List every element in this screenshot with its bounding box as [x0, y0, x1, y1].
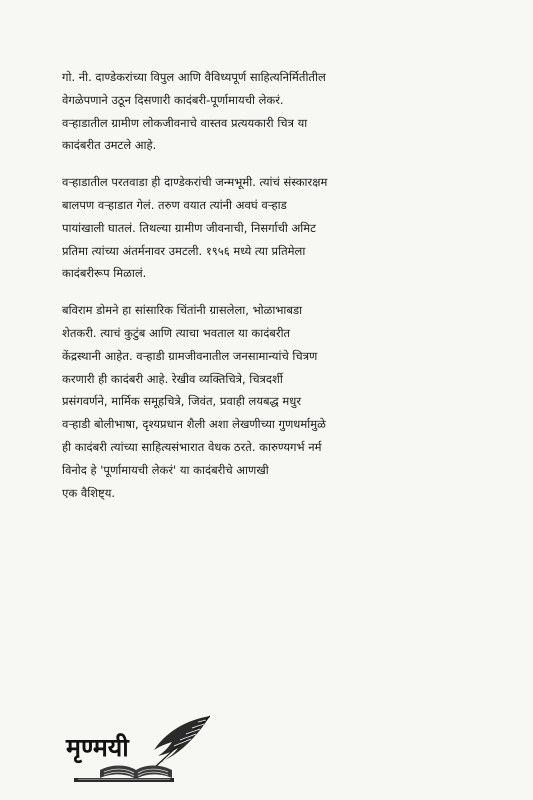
publisher-name: मृण्मयी — [66, 733, 129, 762]
blurb-paragraph-1: गो. नी. दाण्डेकरांच्या विपुल आणि वैविध्यपूर्ण साहित्यनिर्मितीतील वेगळेपणाने उठून दिसणारी कादंबरी-पूर्णामायची लेकरं. वऱ्हाडातील ग्रामीण लोकजीवनाचे वास्तव प्रत्ययकारी चित्र या कादंबरीत उमटले आहे. — [62, 70, 326, 153]
publisher-logo — [60, 712, 210, 784]
blurb-paragraph-3: बविराम डोमने हा सांसारिक चिंतांनी ग्रासलेला, भोळाभाबडा शेतकरी. त्याचं कुटुंब आणि त्याचा भवताल या कादंबरीत केंद्रस्थानी आहेत. वऱ्हाडी ग्रामजीवनातील जनसामान्यांचे चित्रण करणारी ही कादंबरी आहे. रेखीव व्यक्तिचित्रे, चित्रदर्शी प्रसंगवर्णने, मार्मिक समूहचित्रे, जिवंत, प्रवाही लयबद्ध मधुर वऱ्हाडी बोलीभाषा, दृश्यप्रधान शैली अशा लेखणीच्या गुणधर्मामुळे ही कादंबरी त्यांच्या साहित्यसंभारात वेधक ठरते. कारुण्यगर्भ नर्म विनोद हे 'पूर्णामायची लेकरं' या कादंबरीचे आणखी एक वैशिष्ट्य. — [62, 303, 326, 500]
blurb-paragraph-2: वऱ्हाडातील परतवाडा ही दाण्डेकरांची जन्मभूमी. त्यांचं संस्कारक्षम बालपण वऱ्हाडात गेलं. तरुण वयात त्यांनी अवघं वऱ्हाड पायांखाली घातलं. तिथल्या ग्रामीण जीवनाची, निसर्गाची अमिट प्रतिमा त्यांच्या अंतर्मनावर उमटली. १९५६ मध्ये त्या प्रतिमेला कादंबरीरूप मिळालं. — [62, 175, 328, 281]
blurb-text — [62, 66, 482, 518]
